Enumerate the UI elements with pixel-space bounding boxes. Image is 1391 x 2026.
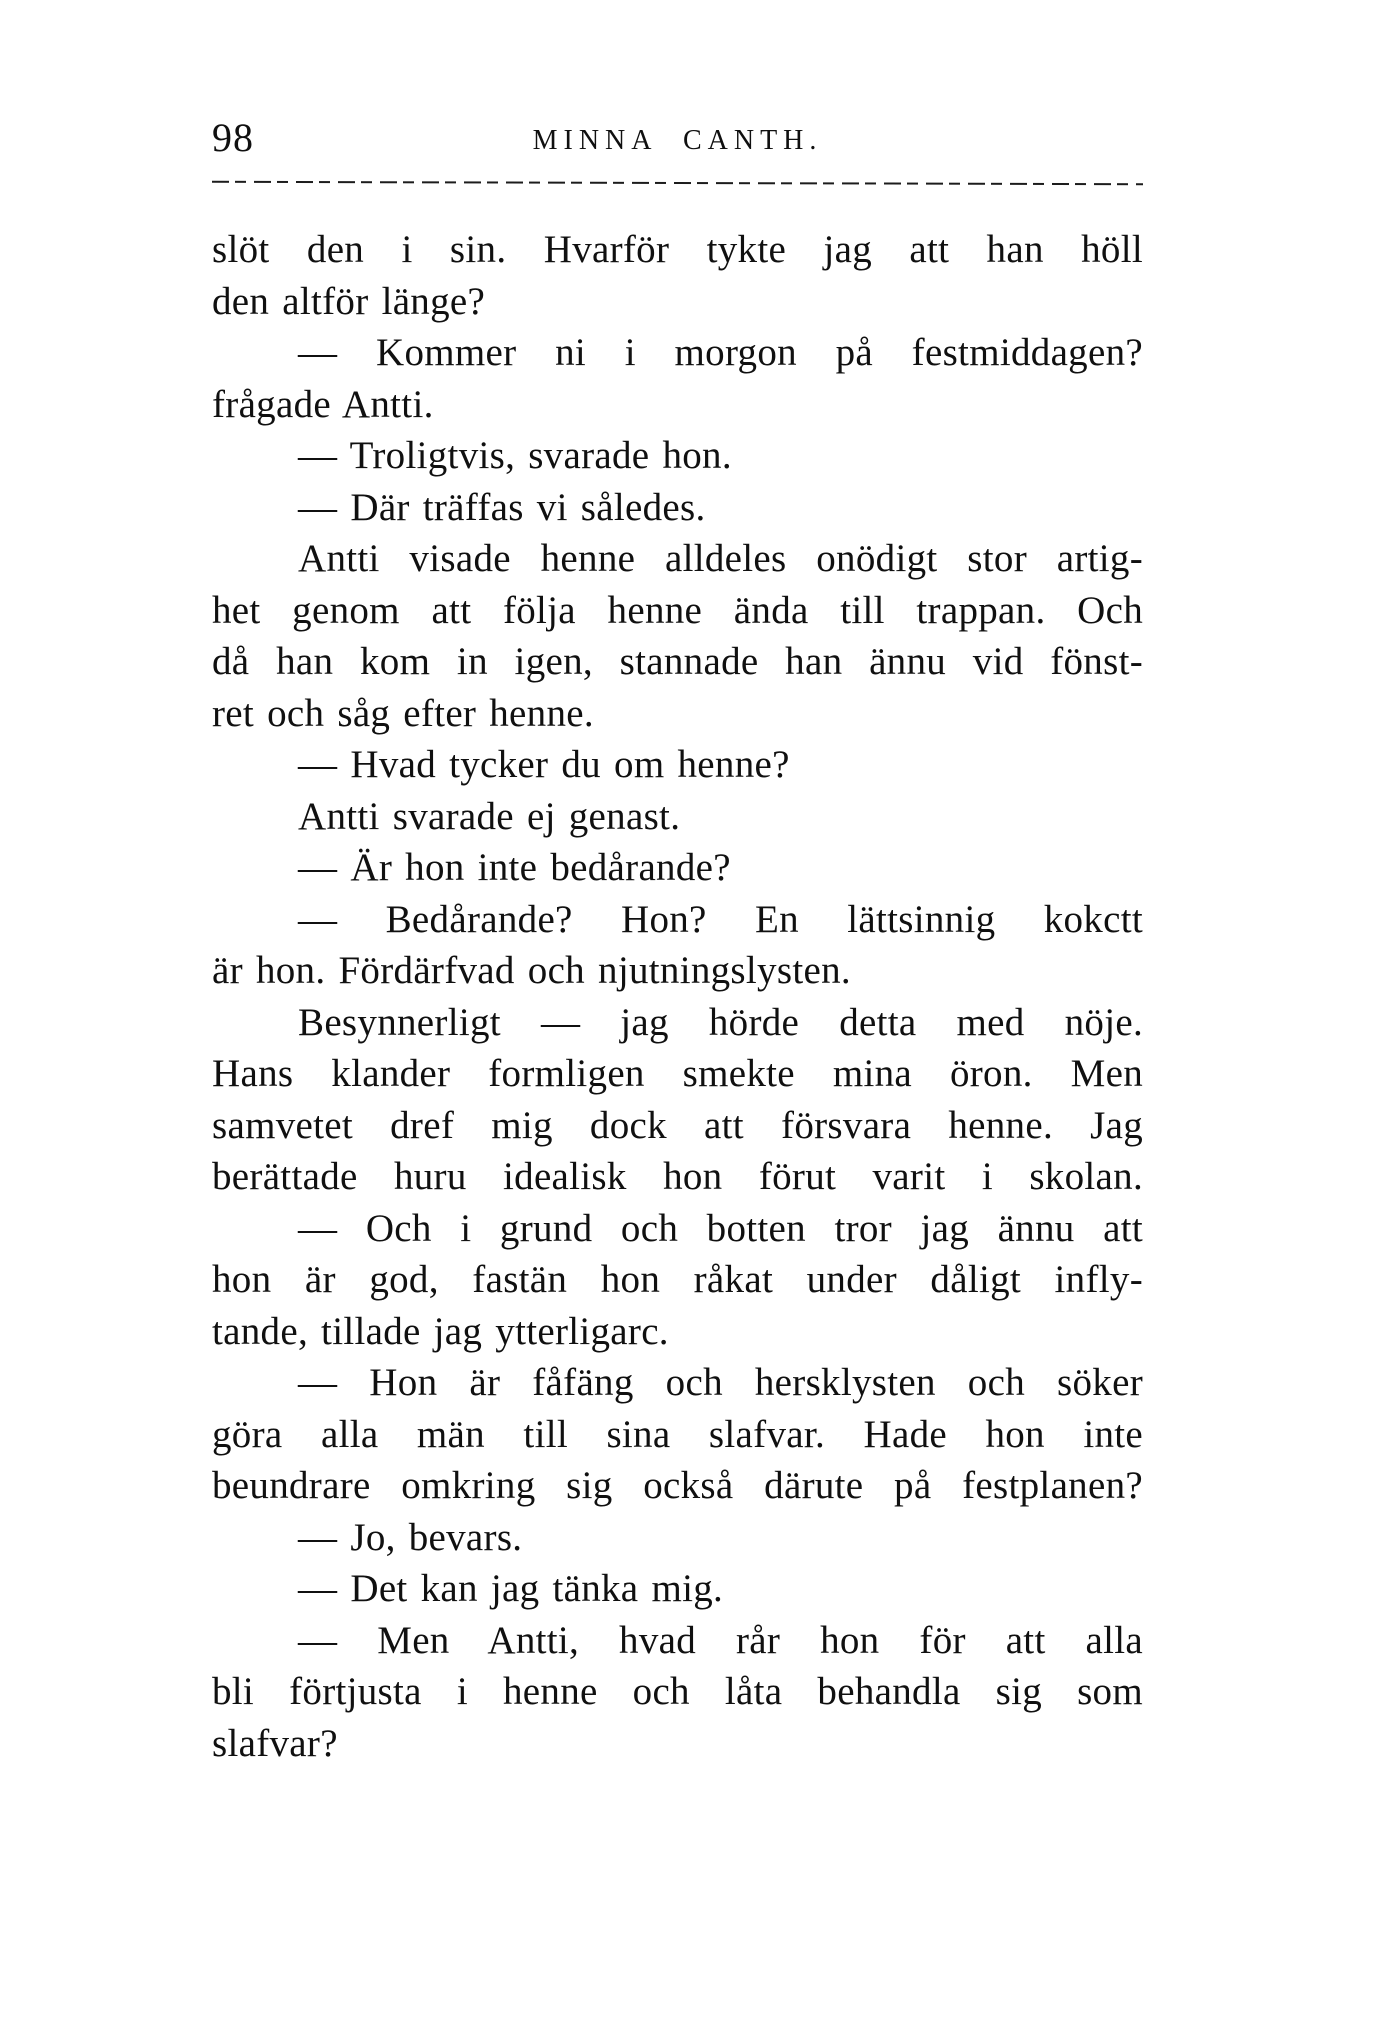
text-line: — Där träffas vi således.: [298, 485, 706, 529]
page-header: [212, 112, 1143, 168]
text-line: — Det kan jag tänka mig.: [298, 1567, 724, 1610]
text-line: frågade Antti.: [212, 382, 434, 426]
text-line: bli förtjusta i henne och låta behandla sig som: [212, 1670, 1143, 1713]
text-line: het genom att följa henne ända till trappan. Och: [212, 588, 1143, 632]
text-line: Antti visade henne alldeles onödigt stor artig-: [298, 537, 1143, 580]
text-line: beundrare omkring sig också därute på festplanen?: [212, 1464, 1143, 1507]
text-line: — Jo, bevars.: [298, 1515, 523, 1559]
text-line: — Men Antti, hvad rår hon för att alla: [298, 1618, 1143, 1662]
text-line: då han kom in igen, stannade han ännu vid fönst-: [212, 640, 1143, 683]
page-number: 98: [212, 115, 254, 160]
text-line: samvetet dref mig dock att försvara henne. Jag: [212, 1103, 1143, 1147]
text-line: tande, tillade jag ytterligarc.: [212, 1309, 669, 1353]
text-line: — Är hon inte bedårande?: [298, 846, 731, 889]
page-text: [212, 224, 1143, 1769]
text-line: — Troligtvis, svarade hon.: [298, 434, 732, 477]
text-line: Hans klander formligen smekte mina öron. Men: [212, 1052, 1143, 1095]
text-line: slöt den i sin. Hvarför tykte jag att han höll: [212, 228, 1143, 271]
text-line: — Hon är fåfäng och hersklysten och söker: [298, 1361, 1143, 1404]
text-line: ret och såg efter henne.: [212, 691, 594, 735]
header-rule-divider: [212, 181, 1143, 185]
text-line: — Hvad tycker du om henne?: [298, 743, 790, 786]
text-line: hon är god, fastän hon råkat under dåligt infly-: [212, 1258, 1143, 1301]
running-title: MINNA CANTH.: [532, 125, 823, 156]
text-line: Besynnerligt — jag hörde detta med nöje.: [298, 1000, 1143, 1044]
text-line: berättade huru idealisk hon förut varit i skolan.: [212, 1155, 1143, 1198]
text-line: slafvar?: [212, 1721, 338, 1765]
text-line: — Bedårande? Hon? En lättsinnig kokctt: [298, 897, 1143, 941]
text-line: göra alla män till sina slafvar. Hade hon inte: [212, 1412, 1143, 1456]
text-line: Antti svarade ej genast.: [298, 794, 681, 838]
text-line: — Och i grund och botten tror jag ännu att: [298, 1206, 1143, 1250]
text-line: — Kommer ni i morgon på festmiddagen?: [298, 331, 1143, 374]
text-line: är hon. Fördärfvad och njutningslysten.: [212, 949, 851, 992]
text-line: den altför länge?: [212, 279, 486, 323]
